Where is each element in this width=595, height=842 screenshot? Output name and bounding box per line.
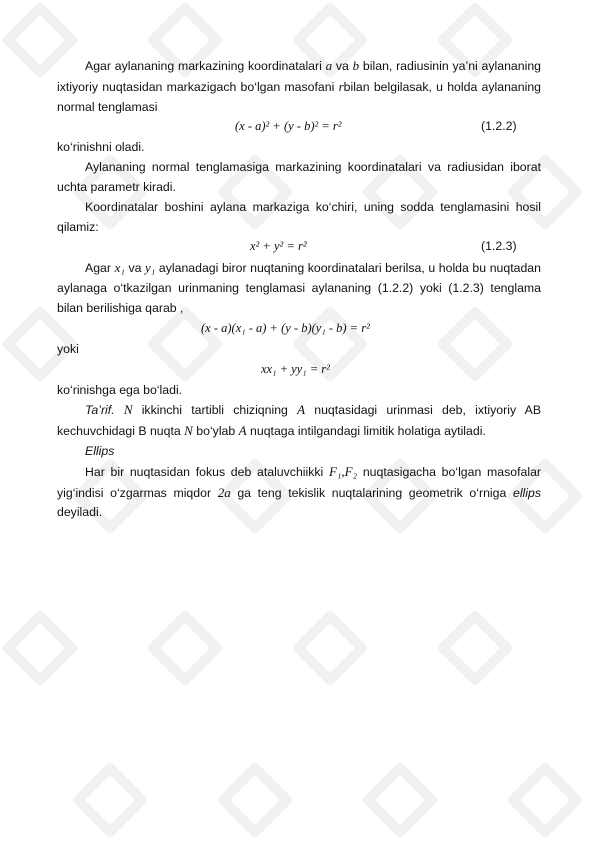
paragraph: yoki	[57, 341, 79, 356]
formula: (x - a)(x₁ - a) + (y - b)(y₁ - b) = r²	[201, 320, 370, 335]
paragraph: ko‘rinishni oladi.	[57, 140, 145, 155]
var-y1: y₁	[145, 260, 156, 276]
var-x1: x₁	[114, 260, 125, 276]
var-foci: F₁,F₂	[328, 463, 358, 479]
var-b: b	[352, 58, 360, 73]
section-heading: Ellips	[85, 443, 115, 458]
paragraph-parameters: Aylananing normal tenglamasiga markazining koordinatalari va radiusidan iborat uchta parametr kiradi.	[57, 160, 541, 194]
equation-tangent-simple	[57, 360, 541, 381]
equation-tangent-general	[57, 319, 541, 340]
document-page	[57, 56, 541, 523]
formula: x² + y² = r²	[250, 239, 307, 254]
equation-number: (1.2.3)	[481, 239, 517, 254]
term-ellips: ellips	[512, 485, 542, 500]
formula: (x - a)² + (y - b)² = r²	[235, 119, 342, 134]
formula: xx₁ + yy₁ = r²	[261, 361, 330, 376]
paragraph-circle-definition: Agar aylananing markazining koordinatalari a va b bilan, radiusinin ya’ni aylananing ixtiyoriy nuqtasidan markazigach bo‘lgan masofani rbilan belgilasak, u holda aylananing normal tenglamasi	[57, 58, 542, 114]
paragraph-ellipse-definition: Har bir nuqtasidan fokus deb ataluvchiikki F₁,F₂ nuqtasigacha bo‘lgan masofalar yig‘indisi o‘zgarmas miqdor 2a ga teng tekislik nuqtalarining geometrik o‘rniga ellips deyiladi.	[57, 463, 542, 520]
paragraph-tangent: Agar x₁ va y₁ aylanadagi biror nuqtaning koordinatalari berilsa, u holda bu nuqtadan aylanaga o‘tkazilgan urinmaning tenglamasi aylananing (1.2.2) yoki (1.2.3) tenglama bilan berilishiga qarab ,	[57, 260, 541, 315]
var-2a: 2a	[217, 484, 231, 500]
definition-label: Ta’rif.	[85, 403, 115, 418]
paragraph: ko‘rinishga ega bo‘ladi.	[57, 382, 183, 397]
var-a: a	[325, 58, 333, 73]
equation-1-2-2	[57, 117, 541, 138]
paragraph-definition: Ta’rif. N ikkinchi tartibli chiziqning A nuqtasidagi urinmasi deb, ixtiyoriy AB kechuvchidagi B nuqta N bo‘ylab A nuqtaga intilgandagi limitik holatiga aytiladi.	[57, 402, 542, 439]
var-r: r	[338, 78, 344, 94]
paragraph-simple-equation: Koordinatalar boshini aylana markaziga ko‘chiri, uning sodda tenglamasini hosil qilamiz:	[57, 199, 541, 234]
equation-1-2-3	[57, 237, 541, 258]
equation-number: (1.2.2)	[481, 119, 517, 134]
